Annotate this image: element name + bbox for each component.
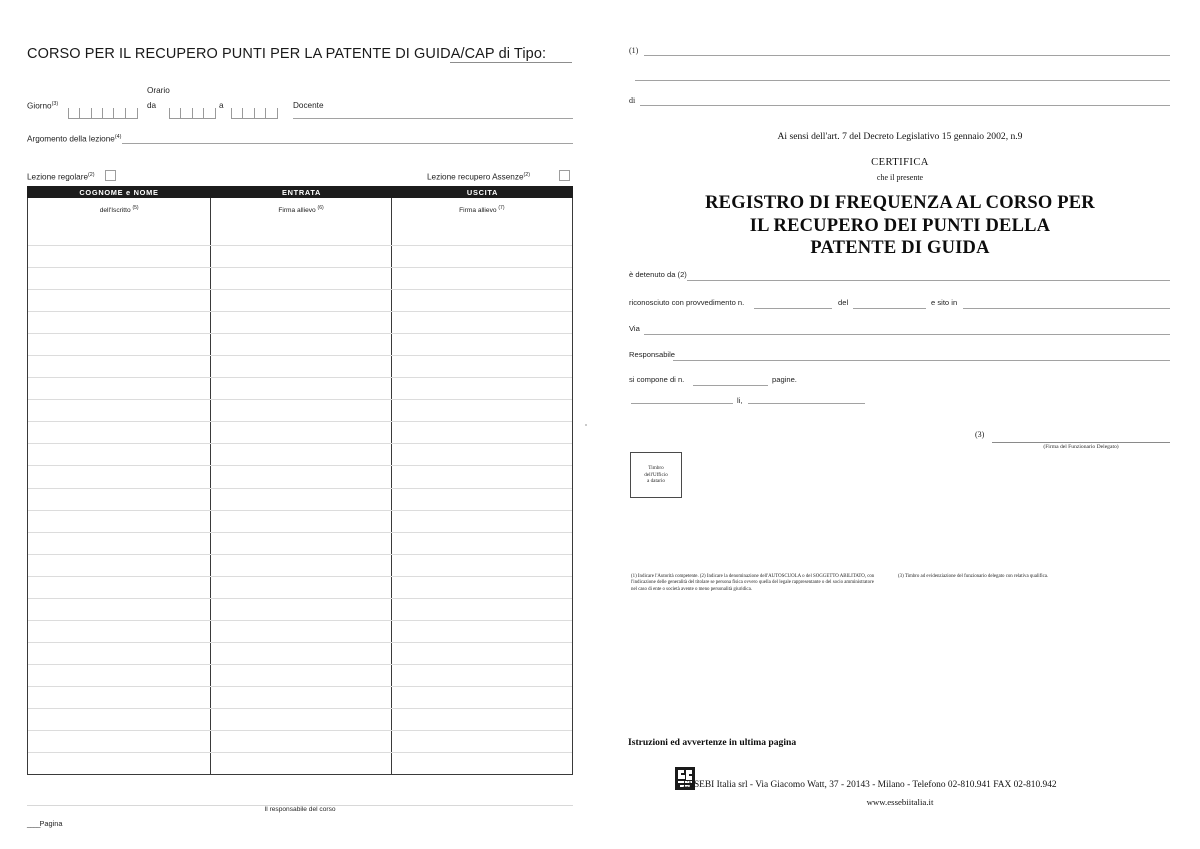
checkbox-lezione-recupero[interactable] bbox=[559, 170, 570, 181]
data-rule[interactable] bbox=[748, 403, 865, 404]
table-cell[interactable] bbox=[211, 731, 391, 752]
provvedimento-n-rule[interactable] bbox=[754, 308, 832, 309]
table-row[interactable] bbox=[28, 311, 572, 333]
responsabile-rule[interactable] bbox=[673, 360, 1170, 361]
table-cell[interactable] bbox=[392, 511, 572, 532]
sub-text-1: Firma allievo bbox=[278, 207, 318, 215]
table-row[interactable] bbox=[28, 399, 572, 421]
table-cell[interactable] bbox=[28, 466, 211, 487]
orario-da-boxes[interactable] bbox=[169, 108, 216, 119]
del-rule[interactable] bbox=[853, 308, 926, 309]
table-row[interactable] bbox=[28, 664, 572, 686]
table-row[interactable] bbox=[28, 510, 572, 532]
table-cell[interactable] bbox=[392, 533, 572, 554]
table-row[interactable] bbox=[28, 576, 572, 598]
table-row[interactable] bbox=[28, 377, 572, 399]
table-cell[interactable] bbox=[28, 290, 211, 311]
table-cell[interactable] bbox=[392, 577, 572, 598]
che-il-presente-text: che il presente bbox=[876, 173, 924, 182]
table-row[interactable] bbox=[28, 289, 572, 311]
table-row[interactable] bbox=[28, 443, 572, 465]
checkbox-lezione-regolare[interactable] bbox=[105, 170, 116, 181]
table-subheader-iscritto bbox=[28, 198, 211, 245]
pagina-blank[interactable]: ____ bbox=[27, 819, 40, 828]
table-cell[interactable] bbox=[28, 621, 211, 642]
pagina-text: Pagina bbox=[39, 819, 63, 828]
table-cell[interactable] bbox=[211, 356, 391, 377]
signature-rule[interactable] bbox=[992, 442, 1170, 443]
table-row[interactable] bbox=[28, 267, 572, 289]
footnotes-right: (3) Timbro ad evidenziazione del funzionario delegato con relativa qualifica. bbox=[898, 574, 1049, 579]
table-cell[interactable] bbox=[392, 312, 572, 333]
table-cell[interactable] bbox=[211, 577, 391, 598]
via-label: Via bbox=[629, 324, 640, 333]
gutter-marker bbox=[585, 424, 587, 426]
table-subheader-firma-entrata bbox=[211, 198, 391, 245]
table-cell[interactable] bbox=[392, 599, 572, 620]
li-label: li, bbox=[737, 396, 743, 405]
table-cell[interactable] bbox=[392, 643, 572, 664]
table-cell[interactable] bbox=[28, 599, 211, 620]
docente-label: Docente bbox=[293, 101, 324, 110]
sub-note-2: (7) bbox=[498, 205, 505, 211]
table-cell[interactable] bbox=[211, 709, 391, 730]
table-row[interactable] bbox=[28, 245, 572, 267]
table-cell[interactable] bbox=[28, 378, 211, 399]
sub-text-0: dell'Iscritto bbox=[99, 207, 133, 215]
table-cell[interactable] bbox=[392, 555, 572, 576]
detenuto-da-rule[interactable] bbox=[687, 280, 1170, 281]
sub-note-0: (5) bbox=[132, 205, 139, 211]
via-rule[interactable] bbox=[644, 334, 1170, 335]
table-cell[interactable] bbox=[211, 511, 391, 532]
authority-line-2[interactable] bbox=[635, 80, 1170, 81]
table-row[interactable] bbox=[28, 355, 572, 377]
table-cell[interactable] bbox=[28, 312, 211, 333]
table-row[interactable] bbox=[28, 620, 572, 642]
table-header-cognome: COGNOME e NOME bbox=[79, 187, 159, 197]
table-cell[interactable] bbox=[392, 621, 572, 642]
table-cell[interactable] bbox=[211, 555, 391, 576]
stamp-line-3: a datario bbox=[646, 478, 665, 485]
pagine-label: pagine. bbox=[772, 375, 797, 384]
table-cell[interactable] bbox=[211, 290, 391, 311]
sub-text-2: Firma allievo bbox=[459, 207, 499, 215]
sub-note-1: (6) bbox=[317, 205, 324, 211]
table-header-row bbox=[27, 186, 573, 198]
legge-reference: Ai sensi dell'art. 7 del Decreto Legislativo 15 gennaio 2002, n.9 bbox=[777, 131, 1023, 142]
table-row[interactable] bbox=[28, 708, 572, 730]
table-cell[interactable] bbox=[211, 665, 391, 686]
table-cell[interactable] bbox=[211, 268, 391, 289]
table-row[interactable] bbox=[28, 333, 572, 355]
table-cell[interactable] bbox=[28, 731, 211, 752]
table-cell[interactable] bbox=[28, 400, 211, 421]
table-cell[interactable] bbox=[392, 290, 572, 311]
table-cell[interactable] bbox=[28, 753, 211, 774]
table-row[interactable] bbox=[28, 554, 572, 576]
table-row[interactable] bbox=[28, 465, 572, 487]
table-row[interactable] bbox=[28, 730, 572, 752]
table-cell[interactable] bbox=[211, 246, 391, 267]
table-body bbox=[27, 245, 573, 775]
table-cell[interactable] bbox=[392, 400, 572, 421]
riconosciuto-label: riconosciuto con provvedimento n. bbox=[629, 298, 745, 307]
table-cell[interactable] bbox=[392, 246, 572, 267]
giorno-label-text: Giorno bbox=[27, 101, 52, 111]
orario-a-boxes[interactable] bbox=[231, 108, 278, 119]
right-page bbox=[600, 0, 1200, 849]
stamp-line-2: dell'Ufficio bbox=[644, 471, 668, 478]
table-cell[interactable] bbox=[28, 709, 211, 730]
table-subheader-row bbox=[27, 198, 573, 245]
argomento-label bbox=[27, 134, 121, 144]
di-line[interactable] bbox=[640, 105, 1170, 106]
lezione-regolare-label bbox=[27, 172, 95, 182]
footnotes-left: (1) Indicare l'Autorità competente. (2) Indicare la denominazione dell'AUTOSCUOLA o del SOGGETTO ABILITATO, con l'indicazione delle generalità del titolare se persona fisica ovvero quella del legale rappresentante o del socio amministratore nel caso di ente o società avente o meno personalità giuridica. bbox=[631, 574, 875, 592]
table-cell[interactable] bbox=[392, 444, 572, 465]
table-row[interactable] bbox=[28, 686, 572, 708]
table-cell[interactable] bbox=[392, 378, 572, 399]
responsabile-corso-label: Il responsabile del corso bbox=[264, 806, 336, 813]
table-row[interactable] bbox=[28, 488, 572, 510]
lezione-recupero-text: Lezione recupero Assenze bbox=[427, 172, 524, 182]
table-cell[interactable] bbox=[28, 334, 211, 355]
page-title: CORSO PER IL RECUPERO PUNTI PER LA PATENTE DI GUIDA/CAP di Tipo: bbox=[27, 46, 547, 62]
table-cell[interactable] bbox=[211, 489, 391, 510]
argomento-label-text: Argomento della lezione bbox=[27, 134, 115, 144]
table-row[interactable] bbox=[28, 598, 572, 620]
office-stamp-box bbox=[630, 452, 682, 498]
main-title-line-2: IL RECUPERO DEI PUNTI DELLA bbox=[749, 215, 1051, 236]
table-cell[interactable] bbox=[28, 577, 211, 598]
table-cell[interactable] bbox=[28, 555, 211, 576]
table-cell[interactable] bbox=[28, 246, 211, 267]
table-cell[interactable] bbox=[211, 533, 391, 554]
table-cell[interactable] bbox=[28, 356, 211, 377]
docente-input-rule[interactable] bbox=[293, 118, 573, 119]
table-cell[interactable] bbox=[28, 511, 211, 532]
table-subheader-firma-uscita bbox=[392, 198, 572, 245]
table-cell[interactable] bbox=[211, 466, 391, 487]
pagine-n-rule[interactable] bbox=[693, 385, 768, 386]
argomento-note: (4) bbox=[114, 134, 122, 140]
table-cell[interactable] bbox=[211, 687, 391, 708]
table-row[interactable] bbox=[28, 752, 572, 774]
giorno-note: (3) bbox=[51, 101, 59, 107]
signature-caption: (Firma del Funzionario Delegato) bbox=[1043, 444, 1119, 450]
table-cell[interactable] bbox=[28, 489, 211, 510]
table-header-uscita: USCITA bbox=[466, 187, 499, 197]
table-cell[interactable] bbox=[392, 466, 572, 487]
table-cell[interactable] bbox=[28, 533, 211, 554]
table-cell[interactable] bbox=[211, 334, 391, 355]
table-row[interactable] bbox=[28, 421, 572, 443]
table-cell[interactable] bbox=[211, 378, 391, 399]
lezione-regolare-note: (2) bbox=[88, 172, 95, 178]
table-cell[interactable] bbox=[211, 643, 391, 664]
orario-a-label: a bbox=[219, 101, 224, 110]
stamp-box-text bbox=[644, 465, 668, 485]
giorno-label bbox=[27, 101, 58, 111]
authority-line-1[interactable] bbox=[644, 55, 1170, 56]
publisher-imprint: ESSEBI Italia srl - Via Giacomo Watt, 37 - 20143 - Milano - Telefono 02-810.941 FAX 02-810.942 bbox=[683, 780, 1057, 790]
table-cell[interactable] bbox=[28, 268, 211, 289]
table-cell[interactable] bbox=[392, 665, 572, 686]
main-title-line-3: PATENTE DI GUIDA bbox=[810, 238, 990, 258]
argomento-input-rule[interactable] bbox=[122, 143, 573, 144]
giorno-date-boxes[interactable] bbox=[68, 108, 138, 119]
table-cell[interactable] bbox=[211, 444, 391, 465]
table-cell[interactable] bbox=[28, 422, 211, 443]
lezione-regolare-text: Lezione regolare bbox=[27, 172, 88, 182]
table-cell[interactable] bbox=[28, 444, 211, 465]
di-label: di bbox=[629, 96, 636, 105]
table-cell[interactable] bbox=[211, 753, 391, 774]
main-title-line-1: REGISTRO DI FREQUENZA AL CORSO PER bbox=[705, 193, 1095, 213]
table-cell[interactable] bbox=[392, 489, 572, 510]
responsabile-label: Responsabile bbox=[629, 350, 676, 359]
table-cell[interactable] bbox=[211, 599, 391, 620]
authority-note: (1) bbox=[629, 46, 639, 55]
stamp-line-1: Timbro bbox=[648, 465, 664, 472]
main-title bbox=[600, 192, 1200, 260]
istruzioni-notice: Istruzioni ed avvertenze in ultima pagina bbox=[628, 737, 797, 748]
certifica-heading: CERTIFICA bbox=[871, 157, 929, 168]
publisher-website[interactable]: www.essebiitalia.it bbox=[866, 797, 934, 807]
table-header-entrata: ENTRATA bbox=[281, 187, 322, 197]
del-label: del bbox=[838, 298, 849, 307]
signature-note: (3) bbox=[975, 430, 985, 439]
table-cell[interactable] bbox=[392, 687, 572, 708]
e-sito-in-label: e sito in bbox=[931, 298, 958, 307]
table-cell[interactable] bbox=[392, 356, 572, 377]
table-cell[interactable] bbox=[392, 334, 572, 355]
table-cell[interactable] bbox=[211, 312, 391, 333]
orario-da-label: da bbox=[147, 101, 157, 110]
table-cell[interactable] bbox=[392, 753, 572, 774]
attendance-table bbox=[27, 186, 573, 775]
table-cell[interactable] bbox=[211, 422, 391, 443]
lezione-recupero-label bbox=[427, 172, 530, 182]
si-compone-label: si compone di n. bbox=[629, 375, 685, 384]
table-cell[interactable] bbox=[392, 709, 572, 730]
table-cell[interactable] bbox=[392, 268, 572, 289]
luogo-rule[interactable] bbox=[631, 403, 733, 404]
table-cell[interactable] bbox=[392, 422, 572, 443]
table-cell[interactable] bbox=[392, 731, 572, 752]
detenuto-da-label: è detenuto da (2) bbox=[629, 270, 687, 279]
table-cell[interactable] bbox=[211, 621, 391, 642]
orario-label: Orario bbox=[147, 86, 170, 95]
table-cell[interactable] bbox=[211, 400, 391, 421]
table-cell[interactable] bbox=[28, 665, 211, 686]
pagina-label bbox=[27, 819, 62, 828]
sito-in-rule[interactable] bbox=[963, 308, 1170, 309]
title-fill-rule bbox=[450, 62, 572, 63]
lezione-recupero-note: (2) bbox=[523, 172, 531, 178]
table-row[interactable] bbox=[28, 642, 572, 664]
table-cell[interactable] bbox=[28, 643, 211, 664]
table-cell[interactable] bbox=[28, 687, 211, 708]
table-row[interactable] bbox=[28, 532, 572, 554]
